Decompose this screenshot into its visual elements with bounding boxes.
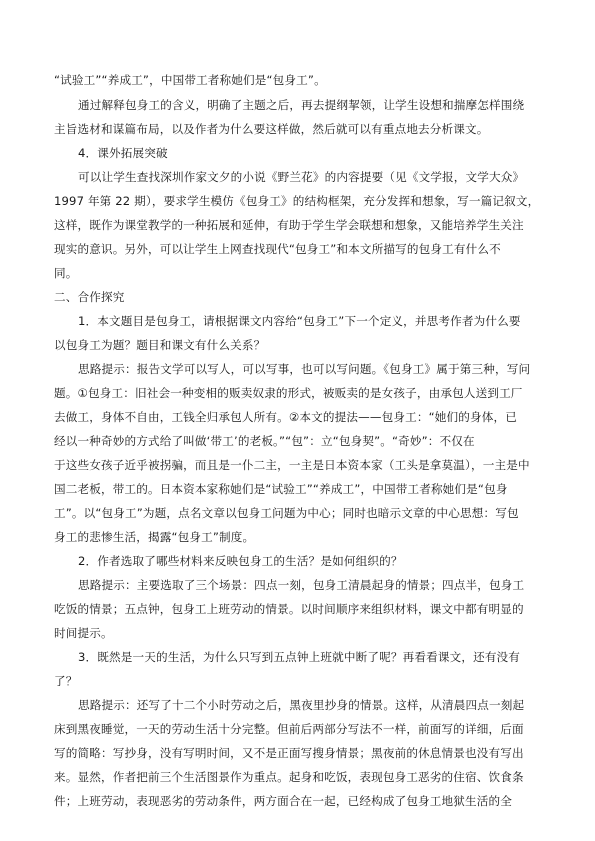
text-line: 去做工，身体不自由，工钱全归承包人所有。②本文的提法——包身工：“她们的身体，已	[54, 410, 517, 424]
text-line: 同。	[54, 266, 78, 280]
text-line: “试验工”“养成工”，中国带工者称她们是“包身工”。	[54, 73, 326, 87]
section-heading: 二、合作探究	[54, 290, 125, 304]
text-line: 时间提示。	[54, 626, 113, 640]
text-line: 身工的悲惨生活，揭露“包身工”制度。	[54, 530, 255, 544]
text-line: 来。显然，作者把前三个生活图景作为重点。起身和吃饭，表现包身工恶劣的住宿、饮食条	[54, 770, 524, 784]
text-line: 写的简略：写抄身，没有写明时间，又不是正面写搜身情景；黑夜前的休息情景也没有写出	[54, 746, 524, 760]
text-line: 工”。以“包身工”为题，点名文章以包身工问题为中心；同时也暗示文章的中心思想：写包	[54, 506, 519, 520]
question-line: 了？	[54, 674, 78, 688]
text-line: 床到黑夜睡觉，一天的劳动生活十分完整。但前后两部分写法不一样，前面写的详细，后面	[54, 722, 524, 736]
question-line: 以包身工为题？题目和课文有什么关系？	[54, 338, 266, 352]
text-line: 主旨选材和谋篇布局，以及作者为什么要这样做，然后就可以有重点地去分析课文。	[54, 122, 489, 136]
text-line: 经以一种奇妙的方式给了叫做‘带工’的老板。”“包”：立“包身契”。“奇妙”：不仅在	[54, 434, 475, 448]
text-line: 于这些女孩子近乎被拐骗，而且是一仆二主，一主是日本资本家（工头是拿莫温），一主是中	[54, 458, 530, 472]
question-line: 3．既然是一天的生活，为什么只写到五点钟上班就中断了呢？再看看课文，还有没有	[78, 650, 521, 664]
text-line: 件；上班劳动，表现恶劣的劳动条件，两方面合在一起，已经构成了包身工地狱生活的全	[54, 794, 513, 808]
text-line: 国二老板，带工的。日本资本家称她们是“试验工”“养成工”，中国带工者称她们是“包身	[54, 482, 508, 496]
question-line: 1．本文题目是包身工，请根据课文内容给“包身工”下一个定义，并思考作者为什么要	[78, 314, 521, 328]
question-line: 2．作者选取了哪些材料来反映包身工的生活？是如何组织的？	[78, 554, 403, 568]
text-line: 这样，既作为课堂教学的一种拓展和延伸，有助于学生学会联想和想象，又能培养学生关注	[54, 218, 524, 232]
text-line: 可以让学生查找深圳作家文夕的小说《野兰花》的内容提要（见《文学报，文学大众》	[78, 170, 525, 184]
text-line: 思路提示：主要选取了三个场景：四点一刻，包身工清晨起身的情景；四点半，包身工	[78, 578, 525, 592]
text-line: 现实的意识。另外，可以让学生上网查找现代“包身工”和本文所描写的包身工有什么不	[54, 242, 501, 256]
text-line: 吃饭的情景；五点钟，包身工上班劳动的情景。以时间顺序来组织材料，课文中都有明显的	[54, 602, 524, 616]
document-page	[54, 0, 554, 841]
section-heading: 4．课外拓展突破	[78, 146, 168, 160]
text-line: 思路提示：还写了十二个小时劳动之后，黑夜里抄身的情景。这样，从清晨四点一刻起	[78, 698, 525, 712]
text-line: 通过解释包身工的含义，明确了主题之后，再去提纲挈领，让学生设想和揣摩怎样围绕	[78, 98, 525, 112]
text-line: 1997 年第 22 期），要求学生模仿《包身工》的结构框架，充分发挥和想象，写一篇记叙文，	[54, 194, 540, 208]
text-line: 思路提示：报告文学可以写人，可以写事，也可以写问题。《包身工》属于第三种，写问	[78, 362, 531, 376]
text-line: 题。①包身工：旧社会一种变相的贩卖奴隶的形式，被贩卖的是女孩子，由承包人送到工厂	[54, 386, 523, 400]
